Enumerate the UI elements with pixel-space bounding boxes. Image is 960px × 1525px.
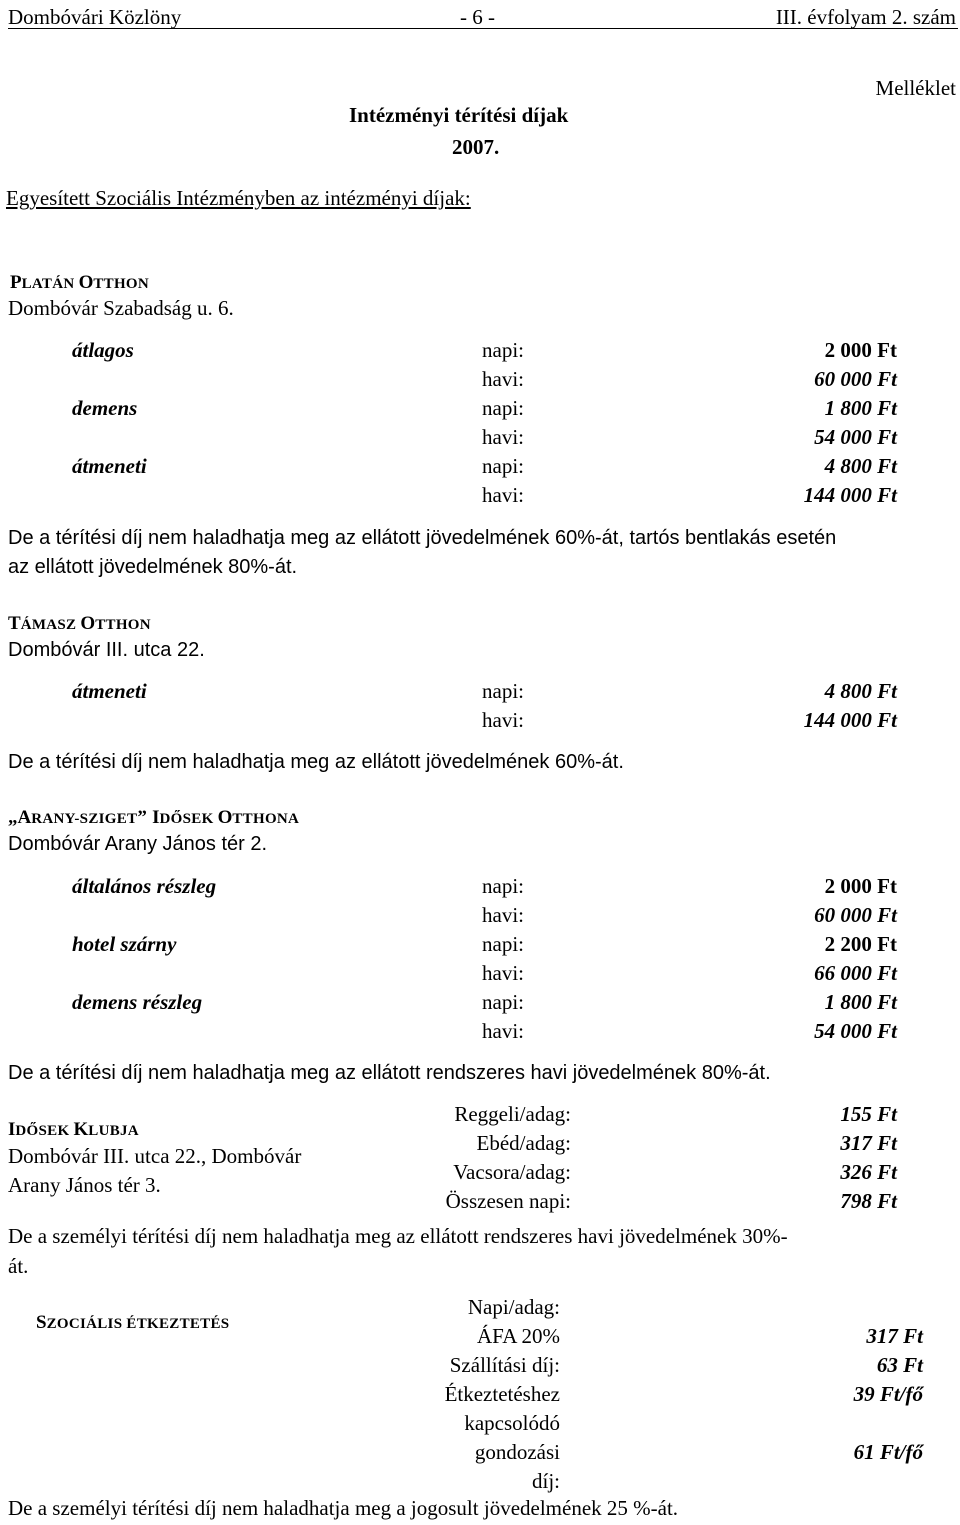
etkeztetes-note: De a személyi térítési díj nem haladhatja meg a jogosult jövedelmének 25 %-át. <box>8 1496 679 1520</box>
meal-amount: 326 Ft <box>840 1160 897 1184</box>
fee-amount: 54 000 Ft <box>814 425 897 449</box>
meal-amount: 317 Ft <box>840 1131 897 1155</box>
fee-amount: 2 000 Ft <box>824 874 897 898</box>
fee-unit: havi: <box>482 961 524 985</box>
platan-note-cont: az ellátott jövedelmének 80%-át. <box>8 556 298 578</box>
fee-unit: napi: <box>482 338 524 362</box>
fee-label: kapcsolódó <box>464 1411 560 1435</box>
fee-label: gondozási <box>474 1440 560 1464</box>
attachment-label: Melléklet <box>875 76 956 100</box>
fee-category: átmeneti <box>72 679 147 703</box>
fee-amount: 2 200 Ft <box>824 932 897 956</box>
fee-amount: 61 Ft/fő <box>853 1440 923 1464</box>
fee-category: általános részleg <box>72 874 217 898</box>
aranysziget-note: De a térítési díj nem haladhatja meg az ellátott rendszeres havi jövedelmének 80%-át. <box>8 1062 771 1084</box>
fee-unit: havi: <box>482 483 524 507</box>
fee-unit: havi: <box>482 1019 524 1043</box>
fee-amount: 1 800 Ft <box>824 396 897 420</box>
fee-amount: 144 000 Ft <box>803 708 897 732</box>
section-heading-klub: IDŐSEK KLUBJA <box>8 1119 139 1140</box>
fee-amount: 60 000 Ft <box>814 903 897 927</box>
meal-label: Ebéd/adag: <box>476 1131 571 1155</box>
fee-category: demens <box>72 396 138 420</box>
document-year: 2007. <box>452 135 500 159</box>
volume-info: III. évfolyam 2. szám <box>775 5 956 29</box>
section-heading-platan: PLATÁN OTTHON <box>10 272 150 293</box>
fee-unit: havi: <box>482 903 524 927</box>
aranysziget-address: Dombóvár Arany János tér 2. <box>8 833 268 855</box>
meal-label: Vacsora/adag: <box>453 1160 571 1184</box>
fee-unit: havi: <box>482 708 524 732</box>
fee-amount: 4 800 Ft <box>824 454 897 478</box>
fee-unit: havi: <box>482 367 524 391</box>
fee-category: hotel szárny <box>72 932 177 956</box>
page-number: - 6 - <box>460 5 495 29</box>
tamasz-address: Dombóvár III. utca 22. <box>8 639 205 661</box>
fee-label: Étkeztetéshez <box>444 1382 560 1406</box>
fee-amount: 39 Ft/fő <box>853 1382 923 1406</box>
meal-label: Reggeli/adag: <box>454 1102 571 1126</box>
fee-amount: 63 Ft <box>876 1353 923 1377</box>
fee-label: ÁFA 20% <box>476 1324 560 1348</box>
fee-label: Napi/adag: <box>467 1295 560 1319</box>
klub-address: Dombóvár III. utca 22., Dombóvár <box>8 1144 302 1168</box>
fee-amount: 317 Ft <box>866 1324 923 1348</box>
fee-amount: 54 000 Ft <box>814 1019 897 1043</box>
fee-category: átlagos <box>72 338 134 362</box>
fee-amount: 4 800 Ft <box>824 679 897 703</box>
fee-unit: napi: <box>482 990 524 1014</box>
fee-unit: napi: <box>482 932 524 956</box>
platan-note: De a térítési díj nem haladhatja meg az ellátott jövedelmének 60%-át, tartós bentlakás esetén <box>8 527 837 549</box>
document-subtitle: Egyesített Szociális Intézményben az intézményi díjak: <box>6 186 471 210</box>
fee-amount: 66 000 Ft <box>814 961 897 985</box>
fee-category: demens részleg <box>72 990 203 1014</box>
fee-unit: napi: <box>482 874 524 898</box>
page-header <box>8 2 958 29</box>
fee-label: Szállítási díj: <box>449 1353 560 1377</box>
fee-amount: 144 000 Ft <box>803 483 897 507</box>
fee-category: átmeneti <box>72 454 147 478</box>
section-heading-etkeztetes: SZOCIÁLIS ÉTKEZTETÉS <box>36 1312 230 1333</box>
meal-amount: 798 Ft <box>840 1189 897 1213</box>
fee-amount: 60 000 Ft <box>814 367 897 391</box>
publication-name: Dombóvári Közlöny <box>8 5 182 29</box>
fee-unit: napi: <box>482 679 524 703</box>
fee-unit: napi: <box>482 454 524 478</box>
klub-note: De a személyi térítési díj nem haladhatja meg az ellátott rendszeres havi jövedelmének 30%- <box>8 1224 788 1248</box>
meal-amount: 155 Ft <box>840 1102 897 1126</box>
tamasz-note: De a térítési díj nem haladhatja meg az ellátott jövedelmének 60%-át. <box>8 751 624 773</box>
klub-address-cont: Arany János tér 3. <box>8 1173 161 1197</box>
klub-note-cont: át. <box>8 1254 29 1278</box>
fee-amount: 1 800 Ft <box>824 990 897 1014</box>
fee-unit: napi: <box>482 396 524 420</box>
fee-label: díj: <box>531 1469 560 1493</box>
document-title: Intézményi térítési díjak <box>349 103 569 127</box>
fee-amount: 2 000 Ft <box>824 338 897 362</box>
platan-address: Dombóvár Szabadság u. 6. <box>8 296 234 320</box>
fee-unit: havi: <box>482 425 524 449</box>
section-heading-tamasz: TÁMASZ OTTHON <box>8 613 151 634</box>
meal-label: Összesen napi: <box>445 1189 571 1213</box>
section-heading-aranysziget: „ARANY-SZIGET” IDŐSEK OTTHONA <box>8 807 300 828</box>
